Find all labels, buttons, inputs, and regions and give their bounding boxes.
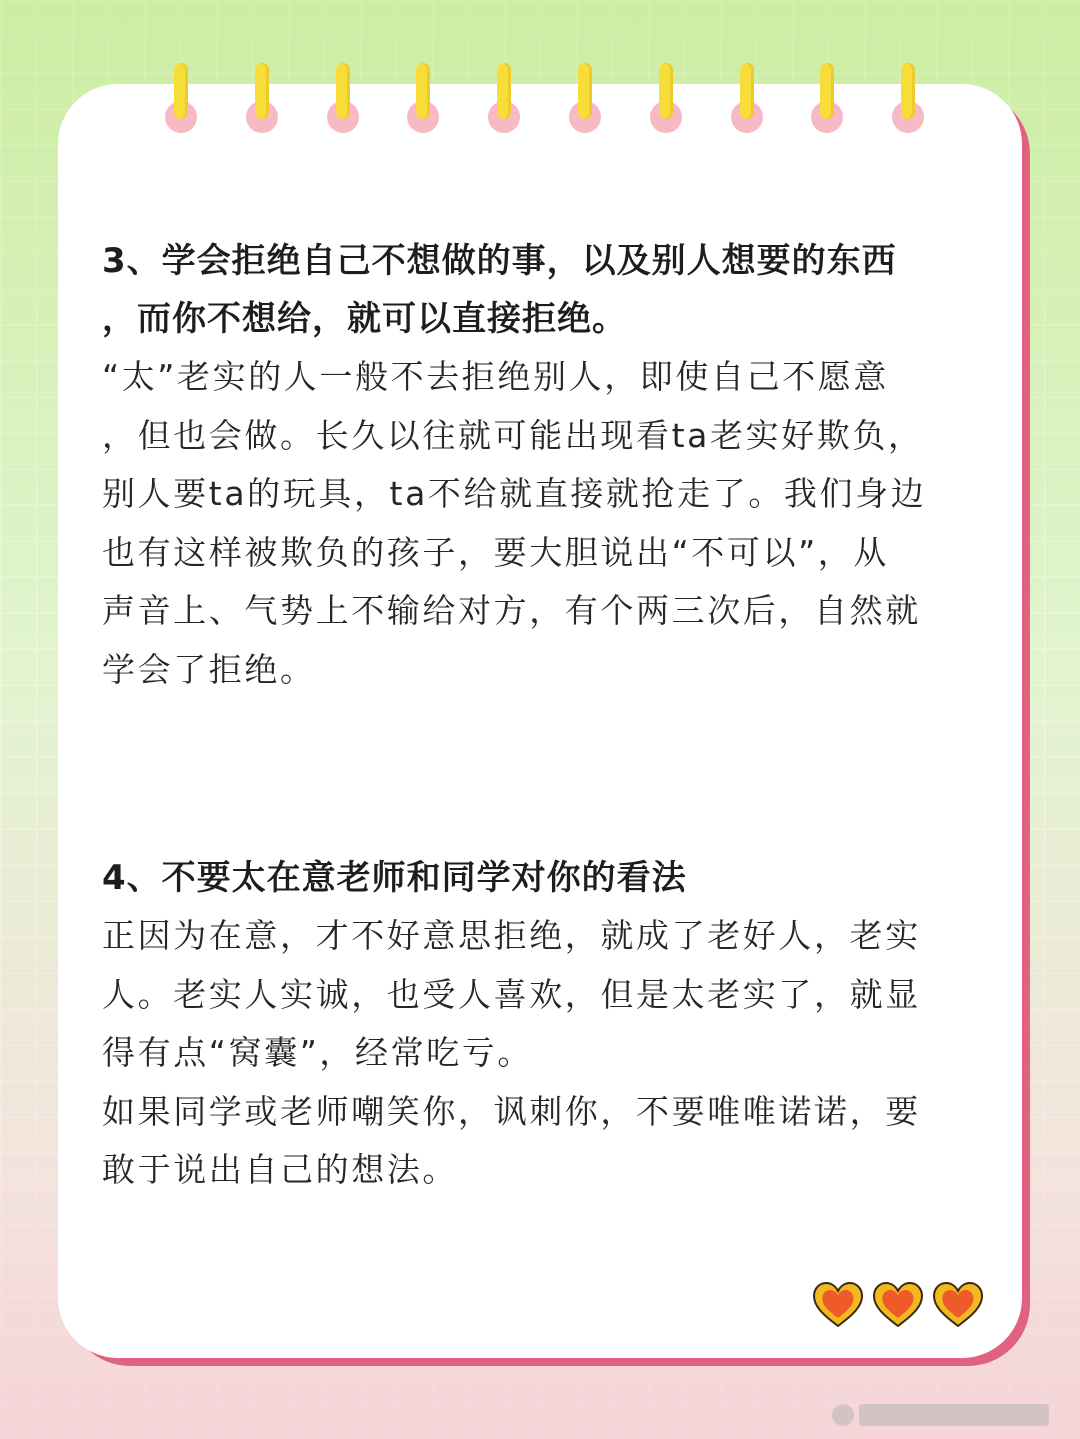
- watermark-logo: [832, 1401, 1062, 1429]
- section-3-body-line: ，但也会做。长久以往就可能出现看ta老实好欺负，: [102, 415, 924, 455]
- section-4-body-line: 正因为在意，才不好意思拒绝，就成了老好人，老实: [102, 916, 921, 955]
- section-3-body-line: 别人要ta的玩具，ta不给就直接就抢走了。我们身边: [102, 474, 927, 513]
- section-4-body-line: 如果同学或老师嘲笑你，讽刺你，不要唯唯诺诺，要: [102, 1091, 921, 1131]
- section-4-body-line: 得有点“窝囊”，经常吃亏。: [102, 1033, 533, 1072]
- section-3-body-line: 也有这样被欺负的孩子，要大胆说出“不可以”，从: [102, 532, 889, 572]
- binder-ring-icon: [325, 63, 361, 135]
- binder-ring-icon: [244, 63, 280, 135]
- section-3-heading-line-2: ，而你不想给，就可以直接拒绝。: [102, 299, 627, 339]
- section-3-body-line: “太”老实的人一般不去拒绝别人，即使自己不愿意: [102, 357, 889, 396]
- section-3-body-line: 学会了拒绝。: [102, 649, 316, 689]
- binder-rings: [0, 0, 1080, 140]
- binder-ring-icon: [486, 63, 522, 135]
- binder-ring-icon: [809, 63, 845, 135]
- binder-ring-icon: [890, 63, 926, 135]
- section-3-body-line: 声音上、气势上不输给对方，有个两三次后，自然就: [102, 591, 921, 630]
- heart-icon: [812, 1280, 864, 1330]
- article-content: [102, 232, 982, 1200]
- section-4-heading: 4、不要太在意老师和同学对你的看法: [102, 858, 687, 898]
- binder-ring-icon: [729, 63, 765, 135]
- binder-ring-icon: [567, 63, 603, 135]
- section-4: [102, 849, 982, 1200]
- binder-ring-icon: [405, 63, 441, 135]
- binder-ring-icon: [163, 63, 199, 135]
- section-3-heading-line-1: 3、学会拒绝自己不想做的事，以及别人想要的东西: [102, 241, 897, 281]
- section-spacer: [102, 699, 982, 849]
- section-4-body-line: 敢于说出自己的想法。: [102, 1150, 458, 1189]
- section-3: [102, 232, 982, 699]
- section-4-body-line: 人。老实人实诚，也受人喜欢，但是太老实了，就显: [102, 974, 921, 1014]
- binder-ring-icon: [648, 63, 684, 135]
- heart-icon: [932, 1280, 984, 1330]
- hearts-decoration: [812, 1280, 992, 1332]
- heart-icon: [872, 1280, 924, 1330]
